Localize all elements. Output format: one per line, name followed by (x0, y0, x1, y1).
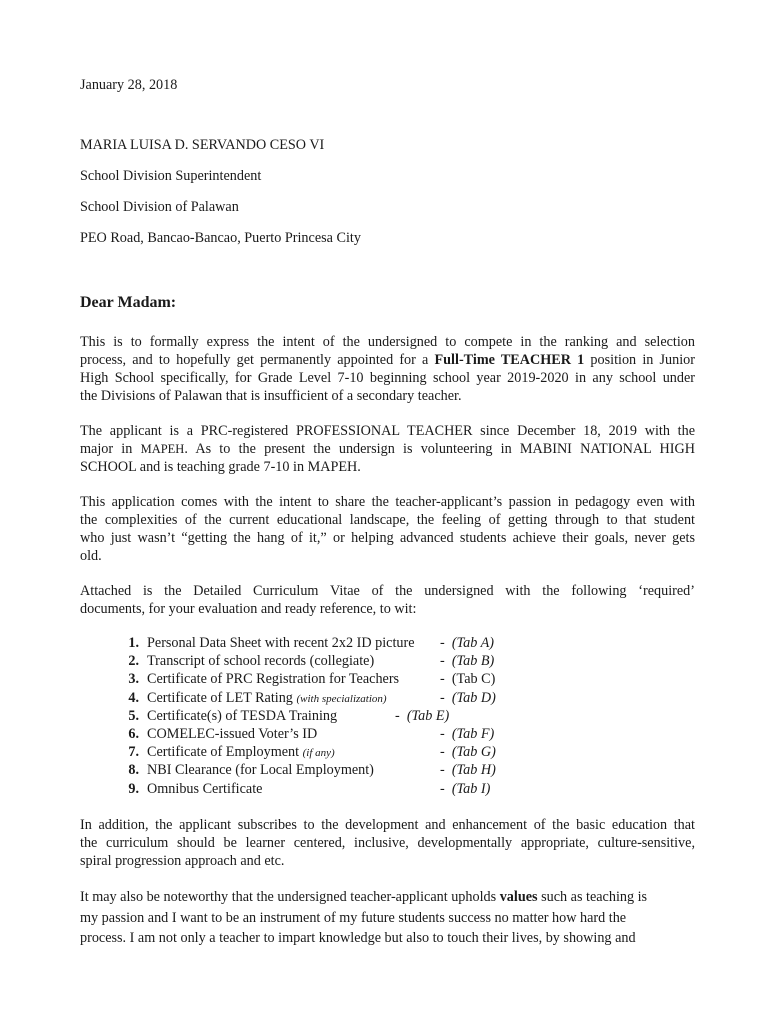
tab-reference: - (Tab H) (440, 762, 496, 779)
list-number: 5. (128, 707, 139, 724)
paragraph-line: process, and to hopefully get permanently appointed for a Full-Time TEACHER 1 position in Junior (80, 352, 695, 368)
paragraph-line: the curriculum should be learner centered, inclusive, developmentally appropriate, culture-sensitive, (80, 835, 695, 851)
tab-reference: - (Tab E) (395, 707, 450, 724)
paragraph-line: the complexities of the current educational landscape, the feeling of getting through to that student (80, 512, 695, 528)
list-number: 6. (128, 725, 139, 742)
recipient-title: School Division Superintendent (80, 168, 262, 184)
values-emphasis: values (499, 889, 538, 905)
paragraph-line: This is to formally express the intent of the undersigned to compete in the ranking and selection (80, 334, 695, 350)
list-number: 1. (128, 635, 139, 651)
paragraph-line: old. (80, 548, 102, 564)
paragraph-intent (80, 333, 695, 405)
tab-reference: - (Tab I) (440, 780, 491, 797)
recipient-office: School Division of Palawan (80, 199, 239, 215)
list-number: 3. (128, 671, 139, 688)
paragraph-line: the Divisions of Palawan that is insufficient of a secondary teacher. (80, 388, 462, 404)
paragraph-curriculum (80, 816, 695, 870)
paragraph-line: Attached is the Detailed Curriculum Vitae of the undersigned with the following ‘required’ (80, 583, 695, 599)
tab-reference: - (Tab A) (440, 635, 495, 651)
paragraph-qualification (80, 422, 695, 476)
list-number: 4. (128, 689, 139, 706)
paragraph-line: The applicant is a PRC-registered PROFESSIONAL TEACHER since December 18, 2019 with the (80, 423, 695, 439)
list-number: 7. (128, 744, 139, 761)
paragraph-line: It may also be noteworthy that the undersigned teacher-applicant upholds values such as teaching is (80, 889, 648, 905)
paragraph-line: High School specifically, for Grade Level 7-10 beginning school year 2019-2020 in any school under (80, 370, 695, 386)
document-name: NBI Clearance (for Local Employment) (147, 762, 374, 779)
paragraph-line: spiral progression approach and etc. (80, 853, 285, 869)
tab-reference: - (Tab C) (440, 671, 496, 688)
document-name: Certificate of LET Rating (with specialization) (147, 689, 387, 706)
recipient-name: MARIA LUISA D. SERVANDO CESO VI (80, 137, 325, 153)
position-title: Full-Time TEACHER 1 (434, 352, 585, 368)
document-name: COMELEC-issued Voter’s ID (147, 725, 318, 742)
paragraph-line: This application comes with the intent to share the teacher-applicant’s passion in pedagogy even with (80, 494, 695, 510)
paragraph-line: SCHOOL and is teaching grade 7-10 in MAPEH. (80, 459, 361, 475)
document-note: (if any) (302, 747, 335, 760)
document-name: Transcript of school records (collegiate) (147, 653, 375, 670)
paragraph-attachments (80, 582, 695, 618)
document-name: Omnibus Certificate (147, 780, 263, 797)
document-name: Certificate(s) of TESDA Training (147, 707, 338, 724)
paragraph-values (80, 887, 680, 949)
paragraph-line: In addition, the applicant subscribes to the development and enhancement of the basic education that (80, 817, 695, 833)
list-number: 2. (128, 653, 139, 670)
paragraph-passion (80, 493, 695, 565)
letter-date: January 28, 2018 (80, 77, 178, 93)
document-name: Personal Data Sheet with recent 2x2 ID picture (147, 635, 415, 651)
list-number: 9. (128, 780, 139, 797)
paragraph-line: documents, for your evaluation and ready reference, to wit: (80, 601, 417, 617)
tab-reference: - (Tab D) (440, 689, 496, 706)
tab-reference: - (Tab B) (440, 653, 495, 670)
paragraph-line: my passion and I want to be an instrument of my future students success no matter how hard the (80, 909, 627, 926)
recipient-address: PEO Road, Bancao-Bancao, Puerto Princesa City (80, 230, 361, 246)
tab-reference: - (Tab G) (440, 744, 496, 761)
document-name: Certificate of Employment (if any) (147, 744, 335, 761)
document-note: (with specialization) (296, 692, 387, 705)
paragraph-line: process. I am not only a teacher to impart knowledge but also to touch their lives, by showing and (80, 930, 636, 946)
document-name: Certificate of PRC Registration for Teachers (147, 671, 400, 688)
greeting: Dear Madam: (80, 294, 177, 311)
tab-reference: - (Tab F) (440, 725, 495, 742)
paragraph-line: major in MAPEH. As to the present the undersign is volunteering in MABINI NATIONAL HIGH (80, 441, 695, 457)
list-number: 8. (128, 762, 139, 779)
paragraph-line: who just wasn’t “getting the hang of it,” or helping advanced students achieve their goals, never gets (80, 530, 695, 546)
